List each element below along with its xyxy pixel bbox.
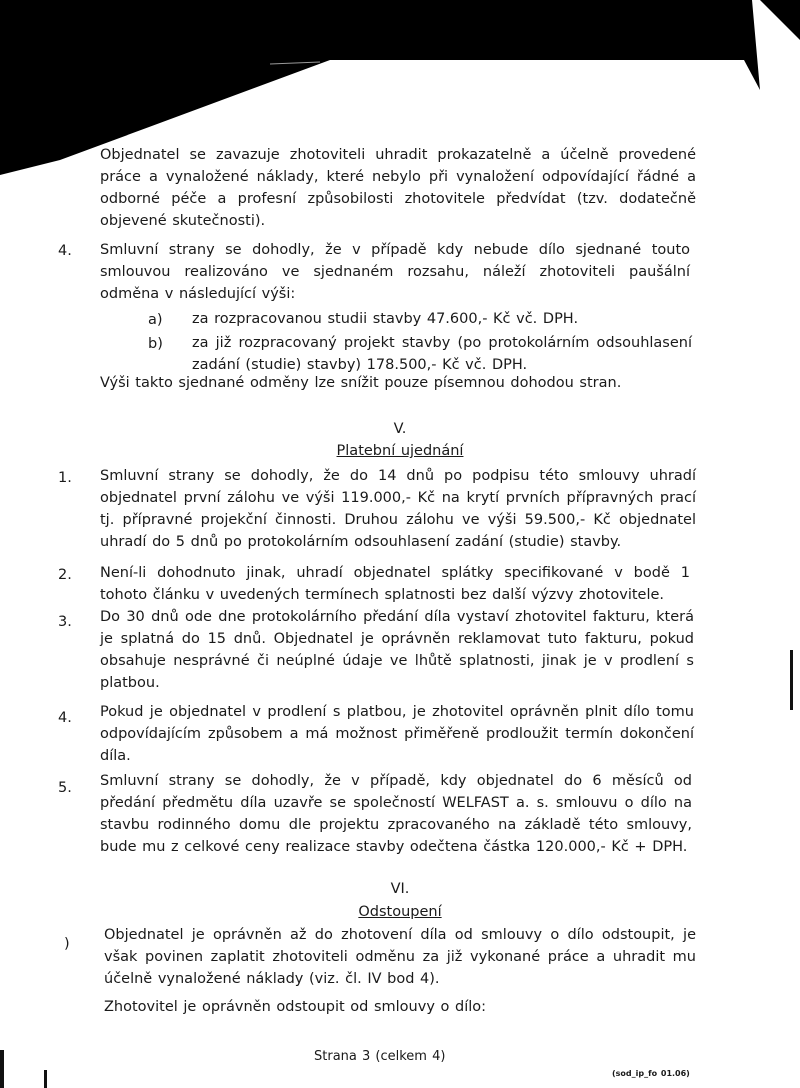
paragraph-iv-4: Smluvní strany se dohodly, že v případě kdy nebude dílo sjednané touto smlouvou realizováno ve sjednaném rozsahu, náleží zhotoviteli paušální odměna v následující výši: <box>100 242 690 302</box>
item-number: ) <box>64 936 70 952</box>
item-number: 5. <box>58 780 72 796</box>
paragraph-v-3: Do 30 dnů ode dne protokolárního předání díla vystaví zhotovitel fakturu, která je splatná do 15 dnů. Objednatel je oprávněn reklamovat tuto fakturu, pokud obsahuje nesprávné či neúplné údaje ve lhůtě splatnosti, jinak je v prodlení s platbou. <box>100 609 694 691</box>
section-title: Platební ujednání <box>336 443 464 459</box>
sub-item-a: za rozpracovanou studii stavby 47.600,- Kč vč. DPH. <box>192 311 579 327</box>
paragraph-vi-2: Zhotovitel je oprávněn odstoupit od smlouvy o dílo: <box>104 999 487 1015</box>
paragraph-v-1: Smluvní strany se dohodly, že do 14 dnů po podpisu této smlouvy uhradí objednatel první zálohu ve výši 119.000,- Kč na krytí prvních přípravných prací tj. přípravné projekční činnosti. Druhou zálohu ve výši 59.500,- Kč objednatel uhradí do 5 dnů po protokolárním odsouhlasení zadání (studie) stavby. <box>100 468 696 550</box>
section-number: VI. <box>390 881 410 897</box>
paragraph-vi-1: Objednatel je oprávněn až do zhotovení díla od smlouvy o dílo odstoupit, je však povinen zaplatit zhotoviteli odměnu za již vykonané práce a uhradit mu účelně vynaložené náklady (viz. čl. IV bod 4). <box>104 927 696 987</box>
item-number: 4. <box>58 710 72 726</box>
item-number: 2. <box>58 567 72 583</box>
sub-item-b: za již rozpracovaný projekt stavby (po protokolárním odsouhlasení zadání (studie) stavby) 178.500,- Kč vč. DPH. <box>192 335 692 373</box>
sub-item-label: b) <box>148 336 163 352</box>
section-title: Odstoupení <box>358 904 442 920</box>
document-code: (sod_ip_fo 01.06) <box>612 1069 690 1078</box>
paragraph-v-4: Pokud je objednatel v prodlení s platbou, je zhotovitel oprávněn plnit dílo tomu odpovídajícím způsobem a má možnost přiměřeně prodloužit termín dokončení díla. <box>100 704 694 764</box>
section-number: V. <box>393 421 407 437</box>
item-number: 4. <box>58 243 72 259</box>
page-number: Strana 3 (celkem 4) <box>314 1049 446 1064</box>
item-number: 3. <box>58 614 72 630</box>
paragraph-iv-closing: Výši takto sjednané odměny lze snížit pouze písemnou dohodou stran. <box>100 375 622 391</box>
paragraph-v-5: Smluvní strany se dohodly, že v případě, kdy objednatel do 6 měsíců od předání předmětu díla uzavře se společností WELFAST a. s. smlouvu o dílo na stavbu rodinného domu dle projektu zpracovaného na základě této smlouvy, bude mu z celkové ceny realizace stavby odečtena částka 120.000,- Kč + DPH. <box>100 773 692 855</box>
paragraph-iv-3: Objednatel se zavazuje zhotoviteli uhradit prokazatelně a účelně provedené práce a vynaložené náklady, které nebylo při vynaložení odpovídající řádné a odborné péče a profesní způsobilosti zhotovitele předvídat (tzv. dodatečně objevené skutečnosti). <box>100 147 696 229</box>
item-number: 1. <box>58 470 72 486</box>
paragraph-v-2: Není-li dohodnuto jinak, uhradí objednatel splátky specifikované v bodě 1 tohoto článku v uvedených termínech splatnosti bez další výzvy zhotovitele. <box>100 565 690 603</box>
sub-item-label: a) <box>148 312 163 328</box>
